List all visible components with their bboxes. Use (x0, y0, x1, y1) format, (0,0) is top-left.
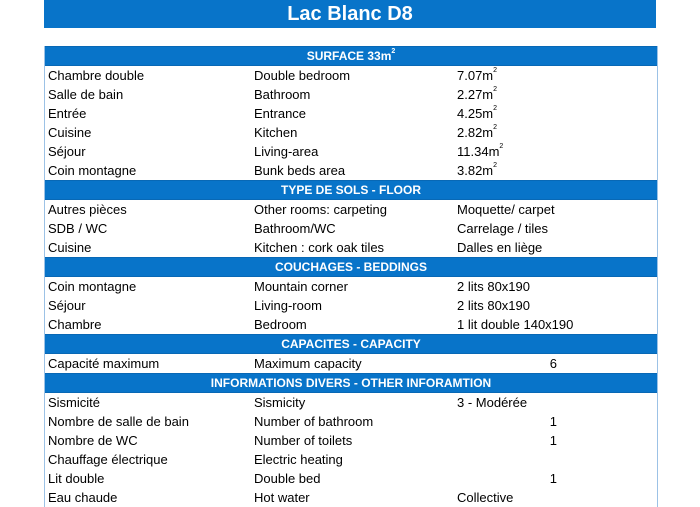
count-value: 1 (549, 414, 557, 429)
section-header-beddings: COUCHAGES - BEDDINGS (45, 257, 657, 277)
cell-fr: Coin montagne (48, 163, 137, 178)
area-unit-sup: 2 (493, 162, 498, 169)
cell-value (457, 104, 657, 123)
section-header-capacity: CAPACITES - CAPACITY (45, 334, 657, 354)
table-row (45, 354, 657, 373)
section-header-floor: TYPE DE SOLS - FLOOR (45, 180, 657, 200)
cell-en: Other rooms: carpeting (254, 202, 387, 217)
cell-value (457, 412, 657, 431)
table-row (45, 123, 657, 142)
cell-fr: Autres pièces (48, 202, 127, 217)
area-unit-sup: 2 (493, 67, 498, 74)
area-value: 2.82m (457, 125, 494, 140)
table-row (45, 431, 657, 450)
cell-en: Sismicity (254, 395, 306, 410)
table-row (45, 296, 657, 315)
table-row (45, 161, 657, 180)
cell-en: Bunk beds area (254, 163, 346, 178)
page-title: Lac Blanc D8 (44, 0, 656, 28)
surface-header-text: SURFACE 33m (306, 49, 392, 63)
cell-fr: Coin montagne (48, 279, 137, 294)
cell-value: 1 lit double 140x190 (457, 317, 574, 332)
cell-fr: Sismicité (48, 395, 101, 410)
table-row (45, 488, 657, 507)
count-value: 1 (549, 433, 557, 448)
cell-fr: Cuisine (48, 240, 92, 255)
cell-en: Hot water (254, 490, 310, 505)
cell-en: Electric heating (254, 452, 343, 467)
table-row (45, 200, 657, 219)
cell-value (457, 142, 657, 161)
area-unit-sup: 2 (499, 143, 504, 150)
cell-value: 3 - Modérée (457, 395, 528, 410)
cell-fr: Cuisine (48, 125, 92, 140)
area-value: 2.27m (457, 87, 494, 102)
area-value: 4.25m (457, 106, 494, 121)
table-row (45, 85, 657, 104)
surface-header-sup: 2 (391, 48, 396, 55)
cell-en: Kitchen : cork oak tiles (254, 240, 385, 255)
cell-fr: Chambre double (48, 68, 145, 83)
cell-fr: SDB / WC (48, 221, 108, 236)
cell-value: 2 lits 80x190 (457, 279, 530, 294)
cell-en: Mountain corner (254, 279, 348, 294)
cell-value (457, 161, 657, 180)
table-row (45, 393, 657, 412)
cell-value (457, 469, 657, 488)
cell-en: Living-area (254, 144, 319, 159)
cell-en: Bathroom (254, 87, 311, 102)
area-unit-sup: 2 (493, 124, 498, 131)
area-value: 11.34m (457, 144, 500, 159)
section-header-surface (45, 46, 657, 66)
table-row (45, 238, 657, 257)
area-unit-sup: 2 (493, 86, 498, 93)
table-row (45, 104, 657, 123)
cell-value (457, 85, 657, 104)
count-value: 6 (549, 356, 557, 371)
table-row (45, 315, 657, 334)
cell-value: Dalles en liège (457, 240, 543, 255)
cell-en: Bathroom/WC (254, 221, 336, 236)
table-row (45, 66, 657, 85)
cell-en: Entrance (254, 106, 307, 121)
cell-en: Number of bathroom (254, 414, 374, 429)
cell-fr: Séjour (48, 298, 86, 313)
cell-en: Maximum capacity (254, 356, 362, 371)
table-row (45, 219, 657, 238)
table-row (45, 142, 657, 161)
cell-en: Number of toilets (254, 433, 353, 448)
table-row (45, 412, 657, 431)
cell-fr: Eau chaude (48, 490, 118, 505)
cell-fr: Chambre (48, 317, 102, 332)
count-value: 1 (549, 471, 557, 486)
cell-value: Carrelage / tiles (457, 221, 549, 236)
cell-value: 2 lits 80x190 (457, 298, 530, 313)
cell-fr: Séjour (48, 144, 86, 159)
table-row (45, 277, 657, 296)
area-value: 3.82m (457, 163, 494, 178)
cell-value (457, 66, 657, 85)
cell-value (457, 450, 657, 469)
cell-en: Living-room (254, 298, 322, 313)
cell-en: Bedroom (254, 317, 307, 332)
area-unit-sup: 2 (493, 105, 498, 112)
cell-fr: Nombre de salle de bain (48, 414, 189, 429)
cell-value (457, 431, 657, 450)
cell-fr: Salle de bain (48, 87, 124, 102)
table-row (45, 450, 657, 469)
cell-fr: Nombre de WC (48, 433, 138, 448)
cell-value: Collective (457, 490, 514, 505)
cell-value (457, 123, 657, 142)
cell-fr: Entrée (48, 106, 87, 121)
area-value: 7.07m (457, 68, 494, 83)
property-sheet (44, 46, 658, 507)
cell-fr: Capacité maximum (48, 356, 160, 371)
cell-en: Double bed (254, 471, 321, 486)
cell-en: Double bedroom (254, 68, 351, 83)
cell-value (457, 354, 657, 373)
cell-fr: Lit double (48, 471, 105, 486)
cell-fr: Chauffage électrique (48, 452, 168, 467)
table-row (45, 469, 657, 488)
cell-value: Moquette/ carpet (457, 202, 555, 217)
cell-en: Kitchen (254, 125, 298, 140)
section-header-info: INFORMATIONS DIVERS - OTHER INFORAMTION (45, 373, 657, 393)
